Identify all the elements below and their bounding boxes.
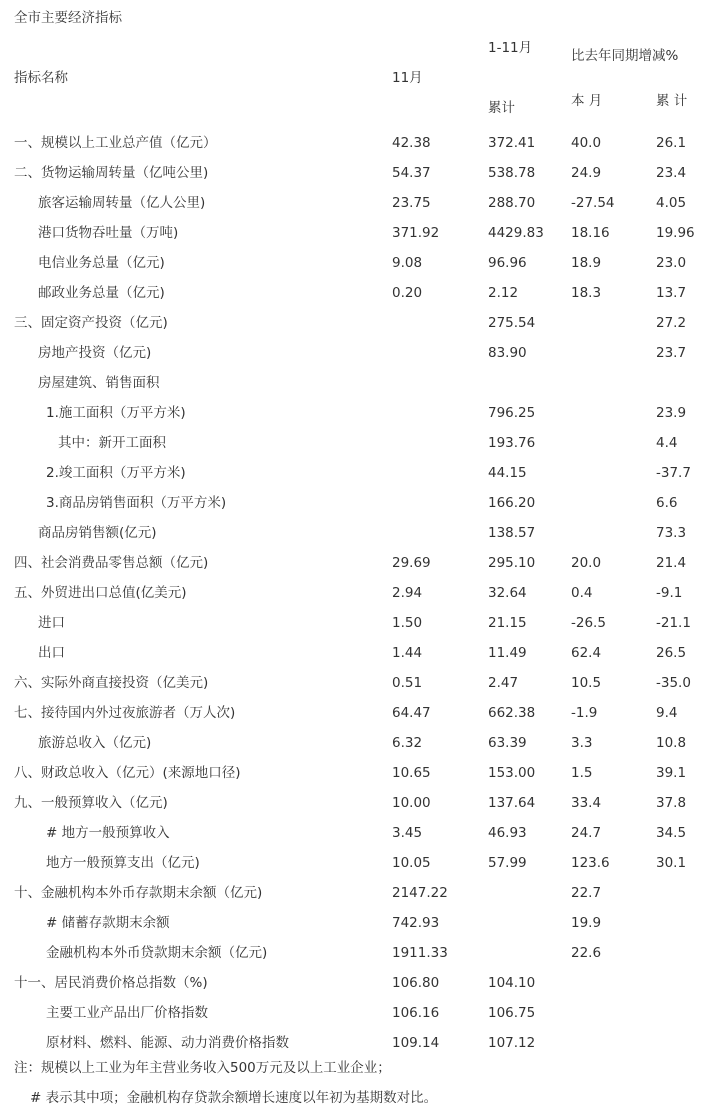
cumulative-value: 288.70 — [488, 195, 536, 211]
cumulative-value: 138.57 — [488, 525, 536, 541]
table-row — [0, 638, 715, 668]
table-row — [0, 548, 715, 578]
month-value: 54.37 — [392, 165, 431, 181]
yoy-cumulative-value: 21.4 — [656, 555, 687, 571]
cumulative-value: 662.38 — [488, 705, 536, 721]
yoy-month-value: 20.0 — [571, 555, 602, 571]
table-row — [0, 488, 715, 518]
yoy-cumulative-value: 26.1 — [656, 135, 687, 151]
month-value: 109.14 — [392, 1035, 440, 1051]
yoy-cumulative-value: 34.5 — [656, 825, 687, 841]
header-cumulative: 累计 — [488, 100, 515, 116]
month-value: 10.00 — [392, 795, 431, 811]
yoy-month-value: 18.16 — [571, 225, 610, 241]
yoy-month-value: -26.5 — [571, 615, 606, 631]
yoy-month-value: 123.6 — [571, 855, 610, 871]
header-yoy-cumulative: 累 计 — [656, 93, 688, 109]
table-row — [0, 878, 715, 908]
yoy-cumulative-value: 23.0 — [656, 255, 687, 271]
indicator-name: 房屋建筑、销售面积 — [38, 375, 160, 391]
month-value: 1.44 — [392, 645, 423, 661]
table-row — [0, 698, 715, 728]
cumulative-value: 32.64 — [488, 585, 527, 601]
table-row — [0, 758, 715, 788]
cumulative-value: 193.76 — [488, 435, 536, 451]
table-row — [0, 1028, 715, 1058]
table-row — [0, 278, 715, 308]
header-period: 1-11月 — [488, 40, 533, 56]
yoy-cumulative-value: -9.1 — [656, 585, 683, 601]
indicator-name: 三、固定资产投资（亿元) — [14, 315, 168, 331]
indicator-name: 港口货物吞吐量（万吨) — [38, 225, 179, 241]
indicator-name: 原材料、燃料、能源、动力消费价格指数 — [46, 1035, 289, 1051]
yoy-cumulative-value: 13.7 — [656, 285, 687, 301]
header-indicator-name: 指标名称 — [14, 70, 68, 86]
yoy-cumulative-value: 10.8 — [656, 735, 687, 751]
cumulative-value: 83.90 — [488, 345, 527, 361]
yoy-month-value: 24.9 — [571, 165, 602, 181]
table-row — [0, 608, 715, 638]
cumulative-value: 295.10 — [488, 555, 536, 571]
indicator-name: 房地产投资（亿元) — [38, 345, 152, 361]
header-yoy: 比去年同期增减% — [571, 48, 679, 64]
month-value: 42.38 — [392, 135, 431, 151]
cumulative-value: 2.47 — [488, 675, 519, 691]
indicator-name: 五、外贸进出口总值(亿美元) — [14, 585, 187, 601]
table-row — [0, 848, 715, 878]
yoy-month-value: 24.7 — [571, 825, 602, 841]
indicator-name: 八、财政总收入（亿元）(来源地口径) — [14, 765, 241, 781]
yoy-month-value: 18.9 — [571, 255, 602, 271]
month-value: 371.92 — [392, 225, 440, 241]
cumulative-value: 4429.83 — [488, 225, 544, 241]
yoy-cumulative-value: 23.9 — [656, 405, 687, 421]
month-value: 1.50 — [392, 615, 423, 631]
month-value: 29.69 — [392, 555, 431, 571]
table-row — [0, 158, 715, 188]
yoy-cumulative-value: -37.7 — [656, 465, 691, 481]
table-row — [0, 818, 715, 848]
month-value: 2.94 — [392, 585, 423, 601]
table-row — [0, 518, 715, 548]
cumulative-value: 57.99 — [488, 855, 527, 871]
month-value: 0.51 — [392, 675, 423, 691]
yoy-month-value: 1.5 — [571, 765, 593, 781]
yoy-cumulative-value: 30.1 — [656, 855, 687, 871]
month-value: 1911.33 — [392, 945, 448, 961]
page-title: 全市主要经济指标 — [14, 10, 122, 26]
month-value: 106.16 — [392, 1005, 440, 1021]
table-row — [0, 338, 715, 368]
indicator-name: 七、接待国内外过夜旅游者（万人次) — [14, 705, 236, 721]
table-row — [0, 308, 715, 338]
indicator-name: 一、规模以上工业总产值（亿元） — [14, 135, 217, 151]
cumulative-value: 538.78 — [488, 165, 536, 181]
month-value: 23.75 — [392, 195, 431, 211]
cumulative-value: 153.00 — [488, 765, 536, 781]
table-row — [0, 218, 715, 248]
indicator-name: 九、一般预算收入（亿元) — [14, 795, 168, 811]
month-value: 106.80 — [392, 975, 440, 991]
yoy-cumulative-value: 4.05 — [656, 195, 687, 211]
indicator-name: 商品房销售额(亿元) — [38, 525, 157, 541]
indicator-name: 六、实际外商直接投资（亿美元) — [14, 675, 209, 691]
indicator-name: 1.施工面积（万平方米) — [46, 405, 186, 421]
yoy-cumulative-value: 23.7 — [656, 345, 687, 361]
indicator-name: 邮政业务总量（亿元) — [38, 285, 165, 301]
yoy-month-value: 0.4 — [571, 585, 593, 601]
month-value: 2147.22 — [392, 885, 448, 901]
cumulative-value: 104.10 — [488, 975, 536, 991]
table-row — [0, 458, 715, 488]
indicator-name: 主要工业产品出厂价格指数 — [46, 1005, 208, 1021]
yoy-month-value: -1.9 — [571, 705, 598, 721]
indicator-name: 四、社会消费品零售总额（亿元) — [14, 555, 209, 571]
indicator-name: 十一、居民消费价格总指数（%) — [14, 975, 208, 991]
cumulative-value: 107.12 — [488, 1035, 536, 1051]
indicator-name: 旅客运输周转量（亿人公里) — [38, 195, 206, 211]
month-value: 0.20 — [392, 285, 423, 301]
yoy-cumulative-value: 23.4 — [656, 165, 687, 181]
table-row — [0, 968, 715, 998]
indicator-name: 旅游总收入（亿元) — [38, 735, 152, 751]
yoy-cumulative-value: -21.1 — [656, 615, 691, 631]
cumulative-value: 137.64 — [488, 795, 536, 811]
month-value: 6.32 — [392, 735, 423, 751]
yoy-cumulative-value: 26.5 — [656, 645, 687, 661]
indicator-name: 二、货物运输周转量（亿吨公里) — [14, 165, 209, 181]
table-row — [0, 998, 715, 1028]
cumulative-value: 275.54 — [488, 315, 536, 331]
indicator-name: 2.竣工面积（万平方米) — [46, 465, 186, 481]
cumulative-value: 796.25 — [488, 405, 536, 421]
cumulative-value: 166.20 — [488, 495, 536, 511]
yoy-month-value: -27.54 — [571, 195, 615, 211]
yoy-cumulative-value: 19.96 — [656, 225, 695, 241]
indicator-name: 十、金融机构本外币存款期末余额（亿元) — [14, 885, 263, 901]
footnote: # 表示其中项；金融机构存贷款余额增长速度以年初为基期数对比。 — [30, 1090, 438, 1106]
month-value: 10.65 — [392, 765, 431, 781]
table-row — [0, 668, 715, 698]
table-row — [0, 908, 715, 938]
yoy-cumulative-value: 37.8 — [656, 795, 687, 811]
cumulative-value: 46.93 — [488, 825, 527, 841]
header-month: 11月 — [392, 70, 423, 86]
yoy-cumulative-value: 6.6 — [656, 495, 678, 511]
table-row — [0, 788, 715, 818]
month-value: 742.93 — [392, 915, 440, 931]
yoy-cumulative-value: 73.3 — [656, 525, 687, 541]
table-row — [0, 578, 715, 608]
table-row — [0, 368, 715, 398]
footnote: 注：规模以上工业为年主营业务收入500万元及以上工业企业； — [14, 1060, 391, 1076]
table-row — [0, 188, 715, 218]
header-yoy-month: 本 月 — [571, 93, 603, 109]
table-row — [0, 428, 715, 458]
yoy-month-value: 62.4 — [571, 645, 602, 661]
month-value: 3.45 — [392, 825, 423, 841]
yoy-month-value: 22.7 — [571, 885, 602, 901]
yoy-cumulative-value: 9.4 — [656, 705, 678, 721]
indicator-name: 3.商品房销售面积（万平方米) — [46, 495, 227, 511]
month-value: 9.08 — [392, 255, 423, 271]
yoy-cumulative-value: 4.4 — [656, 435, 678, 451]
cumulative-value: 44.15 — [488, 465, 527, 481]
cumulative-value: 372.41 — [488, 135, 536, 151]
indicator-name: 其中：新开工面积 — [58, 435, 166, 451]
month-value: 64.47 — [392, 705, 431, 721]
table-row — [0, 248, 715, 278]
yoy-month-value: 18.3 — [571, 285, 602, 301]
yoy-month-value: 22.6 — [571, 945, 602, 961]
table-row — [0, 938, 715, 968]
yoy-cumulative-value: -35.0 — [656, 675, 691, 691]
table-row — [0, 128, 715, 158]
indicator-name: 电信业务总量（亿元) — [38, 255, 165, 271]
table-row — [0, 398, 715, 428]
cumulative-value: 96.96 — [488, 255, 527, 271]
cumulative-value: 11.49 — [488, 645, 527, 661]
yoy-cumulative-value: 39.1 — [656, 765, 687, 781]
indicator-name: # 储蓄存款期末余额 — [46, 915, 170, 931]
table-row — [0, 728, 715, 758]
cumulative-value: 63.39 — [488, 735, 527, 751]
yoy-cumulative-value: 27.2 — [656, 315, 687, 331]
indicator-name: # 地方一般预算收入 — [46, 825, 170, 841]
cumulative-value: 2.12 — [488, 285, 519, 301]
yoy-month-value: 3.3 — [571, 735, 593, 751]
yoy-month-value: 33.4 — [571, 795, 602, 811]
yoy-month-value: 40.0 — [571, 135, 602, 151]
yoy-month-value: 10.5 — [571, 675, 602, 691]
month-value: 10.05 — [392, 855, 431, 871]
indicator-name: 出口 — [38, 645, 65, 661]
indicator-name: 金融机构本外币贷款期末余额（亿元) — [46, 945, 268, 961]
indicator-name: 地方一般预算支出（亿元) — [46, 855, 200, 871]
cumulative-value: 106.75 — [488, 1005, 536, 1021]
indicator-name: 进口 — [38, 615, 65, 631]
cumulative-value: 21.15 — [488, 615, 527, 631]
yoy-month-value: 19.9 — [571, 915, 602, 931]
